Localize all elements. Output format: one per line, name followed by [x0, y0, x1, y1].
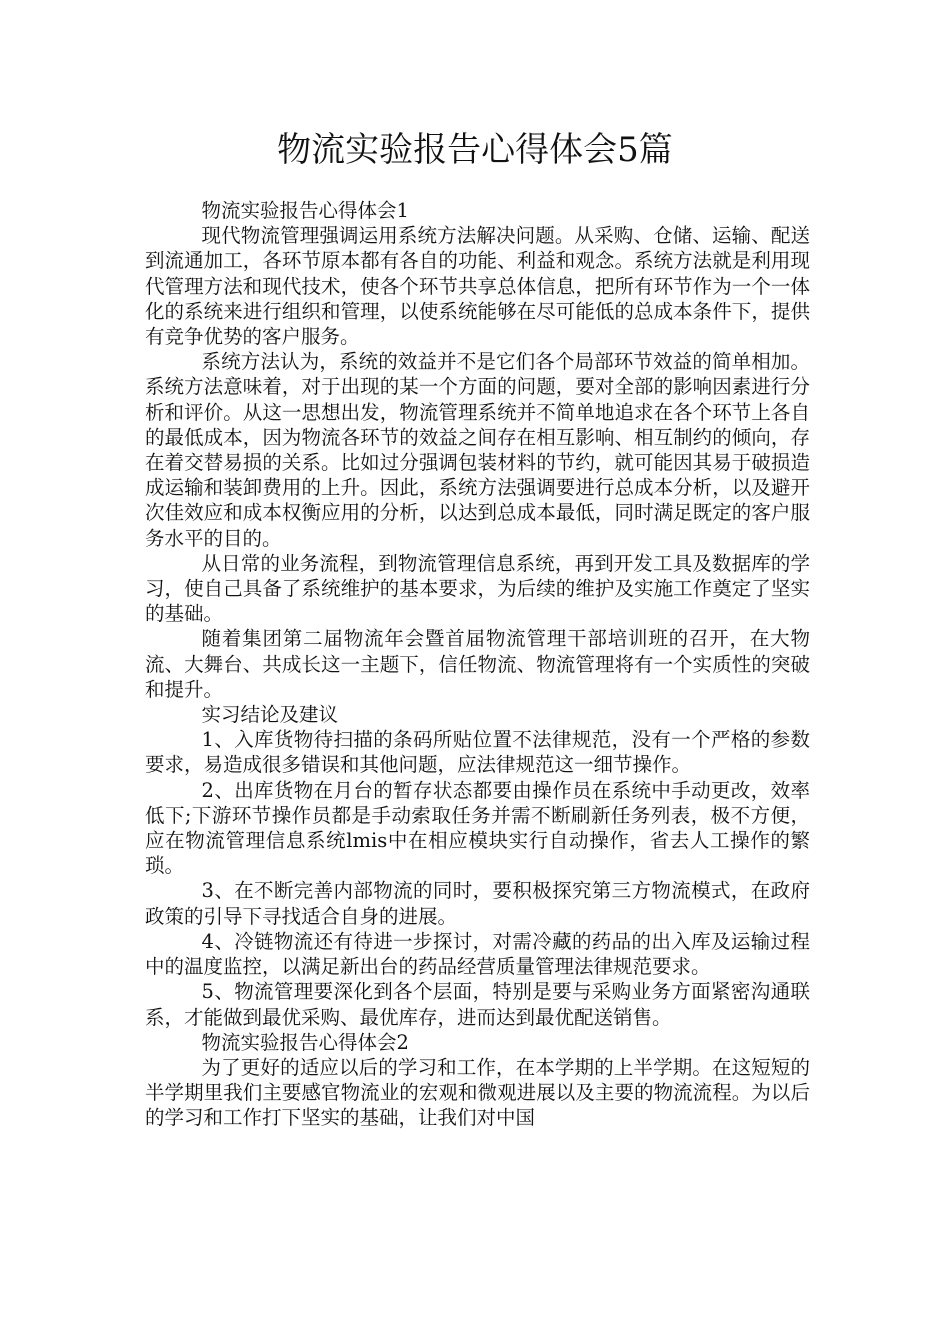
section-heading-1: 物流实验报告心得体会1: [201, 199, 409, 222]
list-item: 1、入库货物待扫描的条码所贴位置不法律规范，没有一个严格的参数要求，易造成很多错误和其他问题，应法律规范这一细节操作。: [145, 728, 810, 777]
paragraph: 现代物流管理强调运用系统方法解决问题。从采购、仓储、运输、配送到流通加工，各环节原本都有各自的功能、利益和观念。系统方法就是利用现代管理方法和现代技术，使各个环节共享总体信息，把所有环节作为一个一体化的系统来进行组织和管理，以使系统能够在尽可能低的总成本条件下，提供有竞争优势的客户服务。: [145, 224, 810, 349]
list-item: 3、在不断完善内部物流的同时，要积极探究第三方物流模式，在政府政策的引导下寻找适合自身的进展。: [145, 879, 810, 928]
paragraph: 为了更好的适应以后的学习和工作，在本学期的上半学期。在这短短的半学期里我们主要感官物流业的宏观和微观进展以及主要的物流流程。为以后的学习和工作打下坚实的基础，让我们对中国: [145, 1055, 810, 1130]
list-item: 5、物流管理要深化到各个层面，特别是要与采购业务方面紧密沟通联系，才能做到最优采购、最优库存，进而达到最优配送销售。: [145, 980, 810, 1029]
section-heading-2: 物流实验报告心得体会2: [201, 1030, 409, 1054]
subsection-heading: 实习结论及建议: [201, 703, 339, 727]
list-item: 2、出库货物在月台的暂存状态都要由操作员在系统中手动更改，效率低下;下游环节操作员都是手动索取任务并需不断刷新任务列表，极不方便，应在物流管理信息系统lmis中在相应模块实行自动操作，省去人工操作的繁琐。: [145, 778, 810, 878]
paragraph: 随着集团第二届物流年会暨首届物流管理干部培训班的召开，在大物流、大舞台、共成长这一主题下，信任物流、物流管理将有一个实质性的突破和提升。: [145, 627, 810, 701]
document-body: [145, 198, 810, 1131]
document-title: 物流实验报告心得体会5篇: [277, 130, 673, 170]
paragraph: 系统方法认为，系统的效益并不是它们各个局部环节效益的简单相加。系统方法意味着，对于出现的某一个方面的问题，要对全部的影响因素进行分析和评价。从这一思想出发，物流管理系统并不简单地追求在各个环节上各自的最低成本，因为物流各环节的效益之间存在相互影响、相互制约的倾向，存在着交替易损的关系。比如过分强调包装材料的节约，就可能因其易于破损造成运输和装卸费用的上升。因此，系统方法强调要进行总成本分析，以及避开次佳效应和成本权衡应用的分析，以达到总成本最低，同时满足既定的客户服务水平的目的。: [145, 350, 810, 550]
paragraph: 从日常的业务流程，到物流管理信息系统，再到开发工具及数据库的学习，使自己具备了系统维护的基本要求，为后续的维护及实施工作奠定了坚实的基础。: [145, 551, 810, 626]
list-item: 4、冷链物流还有待进一步探讨，对需冷藏的药品的出入库及运输过程中的温度监控，以满足新出台的药品经营质量管理法律规范要求。: [145, 929, 810, 979]
